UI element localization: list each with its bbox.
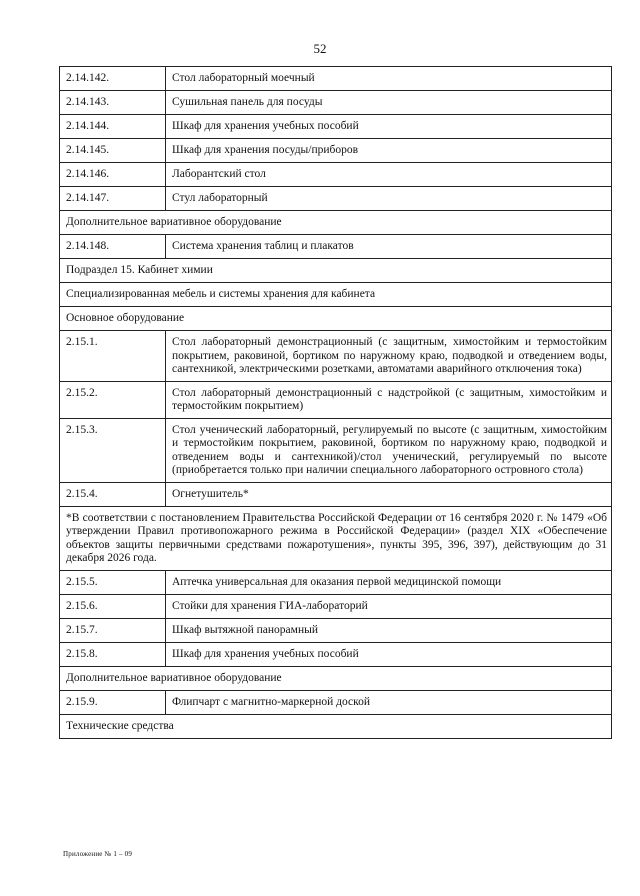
- item-description: Шкаф для хранения учебных пособий: [166, 642, 612, 666]
- item-description: Шкаф вытяжной панорамный: [166, 618, 612, 642]
- item-number: 2.14.145.: [60, 139, 166, 163]
- table-row: [60, 139, 612, 163]
- item-number: 2.15.6.: [60, 594, 166, 618]
- section-header: Подраздел 15. Кабинет химии: [60, 259, 612, 283]
- section-header: Специализированная мебель и системы хранения для кабинета: [60, 283, 612, 307]
- item-description: Стойки для хранения ГИА-лабораторий: [166, 594, 612, 618]
- item-description: Флипчарт с магнитно-маркерной доской: [166, 690, 612, 714]
- table-row: [60, 235, 612, 259]
- footer-note: Приложение № 1 – 09: [63, 850, 133, 858]
- table-row: [60, 482, 612, 506]
- item-description: Шкаф для хранения учебных пособий: [166, 115, 612, 139]
- item-description: Стол лабораторный моечный: [166, 67, 612, 91]
- footnote-row: [60, 506, 612, 570]
- item-description: Шкаф для хранения посуды/приборов: [166, 139, 612, 163]
- table-row: [60, 381, 612, 418]
- item-number: 2.15.5.: [60, 570, 166, 594]
- item-description: Стол ученический лабораторный, регулируемый по высоте (с защитным, химостойким и термостойким покрытием, раковиной, бортиком по наружному краю, подводкой и отведением воды и сантехникой)/стол ученический, регулируемый по высоте (приобретается только при наличии специального лабораторного островного стола): [166, 418, 612, 482]
- page-number: 52: [313, 41, 327, 56]
- item-number: 2.15.3.: [60, 418, 166, 482]
- table-row: [60, 570, 612, 594]
- equipment-table: [59, 66, 612, 739]
- item-number: 2.15.8.: [60, 642, 166, 666]
- table-row: [60, 187, 612, 211]
- section-header-row: [60, 307, 612, 331]
- item-number: 2.14.143.: [60, 91, 166, 115]
- section-header-row: [60, 283, 612, 307]
- section-header: Дополнительное вариативное оборудование: [60, 211, 612, 235]
- table-row: [60, 115, 612, 139]
- section-header: Основное оборудование: [60, 307, 612, 331]
- item-number: 2.14.144.: [60, 115, 166, 139]
- section-header-row: [60, 714, 612, 738]
- item-description: Лаборантский стол: [166, 163, 612, 187]
- table-row: [60, 642, 612, 666]
- item-description: Аптечка универсальная для оказания первой медицинской помощи: [166, 570, 612, 594]
- table-row: [60, 690, 612, 714]
- item-number: 2.14.142.: [60, 67, 166, 91]
- table-row: [60, 594, 612, 618]
- footnote-text: *В соответствии с постановлением Правительства Российской Федерации от 16 сентября 2020 г. № 1479 «Об утверждении Правил противопожарного режима в Российской Федерации» (раздел XIX «Обеспечение объектов защиты первичными средствами пожаротушения», пункты 395, 396, 397), действующим до 31 декабря 2026 года.: [60, 506, 612, 570]
- item-number: 2.15.4.: [60, 482, 166, 506]
- item-description: Огнетушитель*: [166, 482, 612, 506]
- item-number: 2.14.147.: [60, 187, 166, 211]
- section-header: Дополнительное вариативное оборудование: [60, 666, 612, 690]
- item-number: 2.14.148.: [60, 235, 166, 259]
- table-row: [60, 91, 612, 115]
- table-row: [60, 163, 612, 187]
- item-number: 2.15.7.: [60, 618, 166, 642]
- section-header-row: [60, 211, 612, 235]
- item-description: Стол лабораторный демонстрационный с надстройкой (с защитным, химостойким и термостойким покрытием): [166, 381, 612, 418]
- item-number: 2.15.9.: [60, 690, 166, 714]
- section-header-row: [60, 666, 612, 690]
- item-number: 2.15.1.: [60, 331, 166, 382]
- table-row: [60, 618, 612, 642]
- item-description: Стул лабораторный: [166, 187, 612, 211]
- item-description: Система хранения таблиц и плакатов: [166, 235, 612, 259]
- item-number: 2.15.2.: [60, 381, 166, 418]
- table-row: [60, 331, 612, 382]
- item-number: 2.14.146.: [60, 163, 166, 187]
- section-header-row: [60, 259, 612, 283]
- section-header: Технические средства: [60, 714, 612, 738]
- item-description: Стол лабораторный демонстрационный (с защитным, химостойким и термостойким покрытием, раковиной, бортиком по наружному краю, подводкой и отведением воды, сантехникой, электрическими розетками, автоматами аварийного отключения тока): [166, 331, 612, 382]
- table-row: [60, 418, 612, 482]
- item-description: Сушильная панель для посуды: [166, 91, 612, 115]
- table-row: [60, 67, 612, 91]
